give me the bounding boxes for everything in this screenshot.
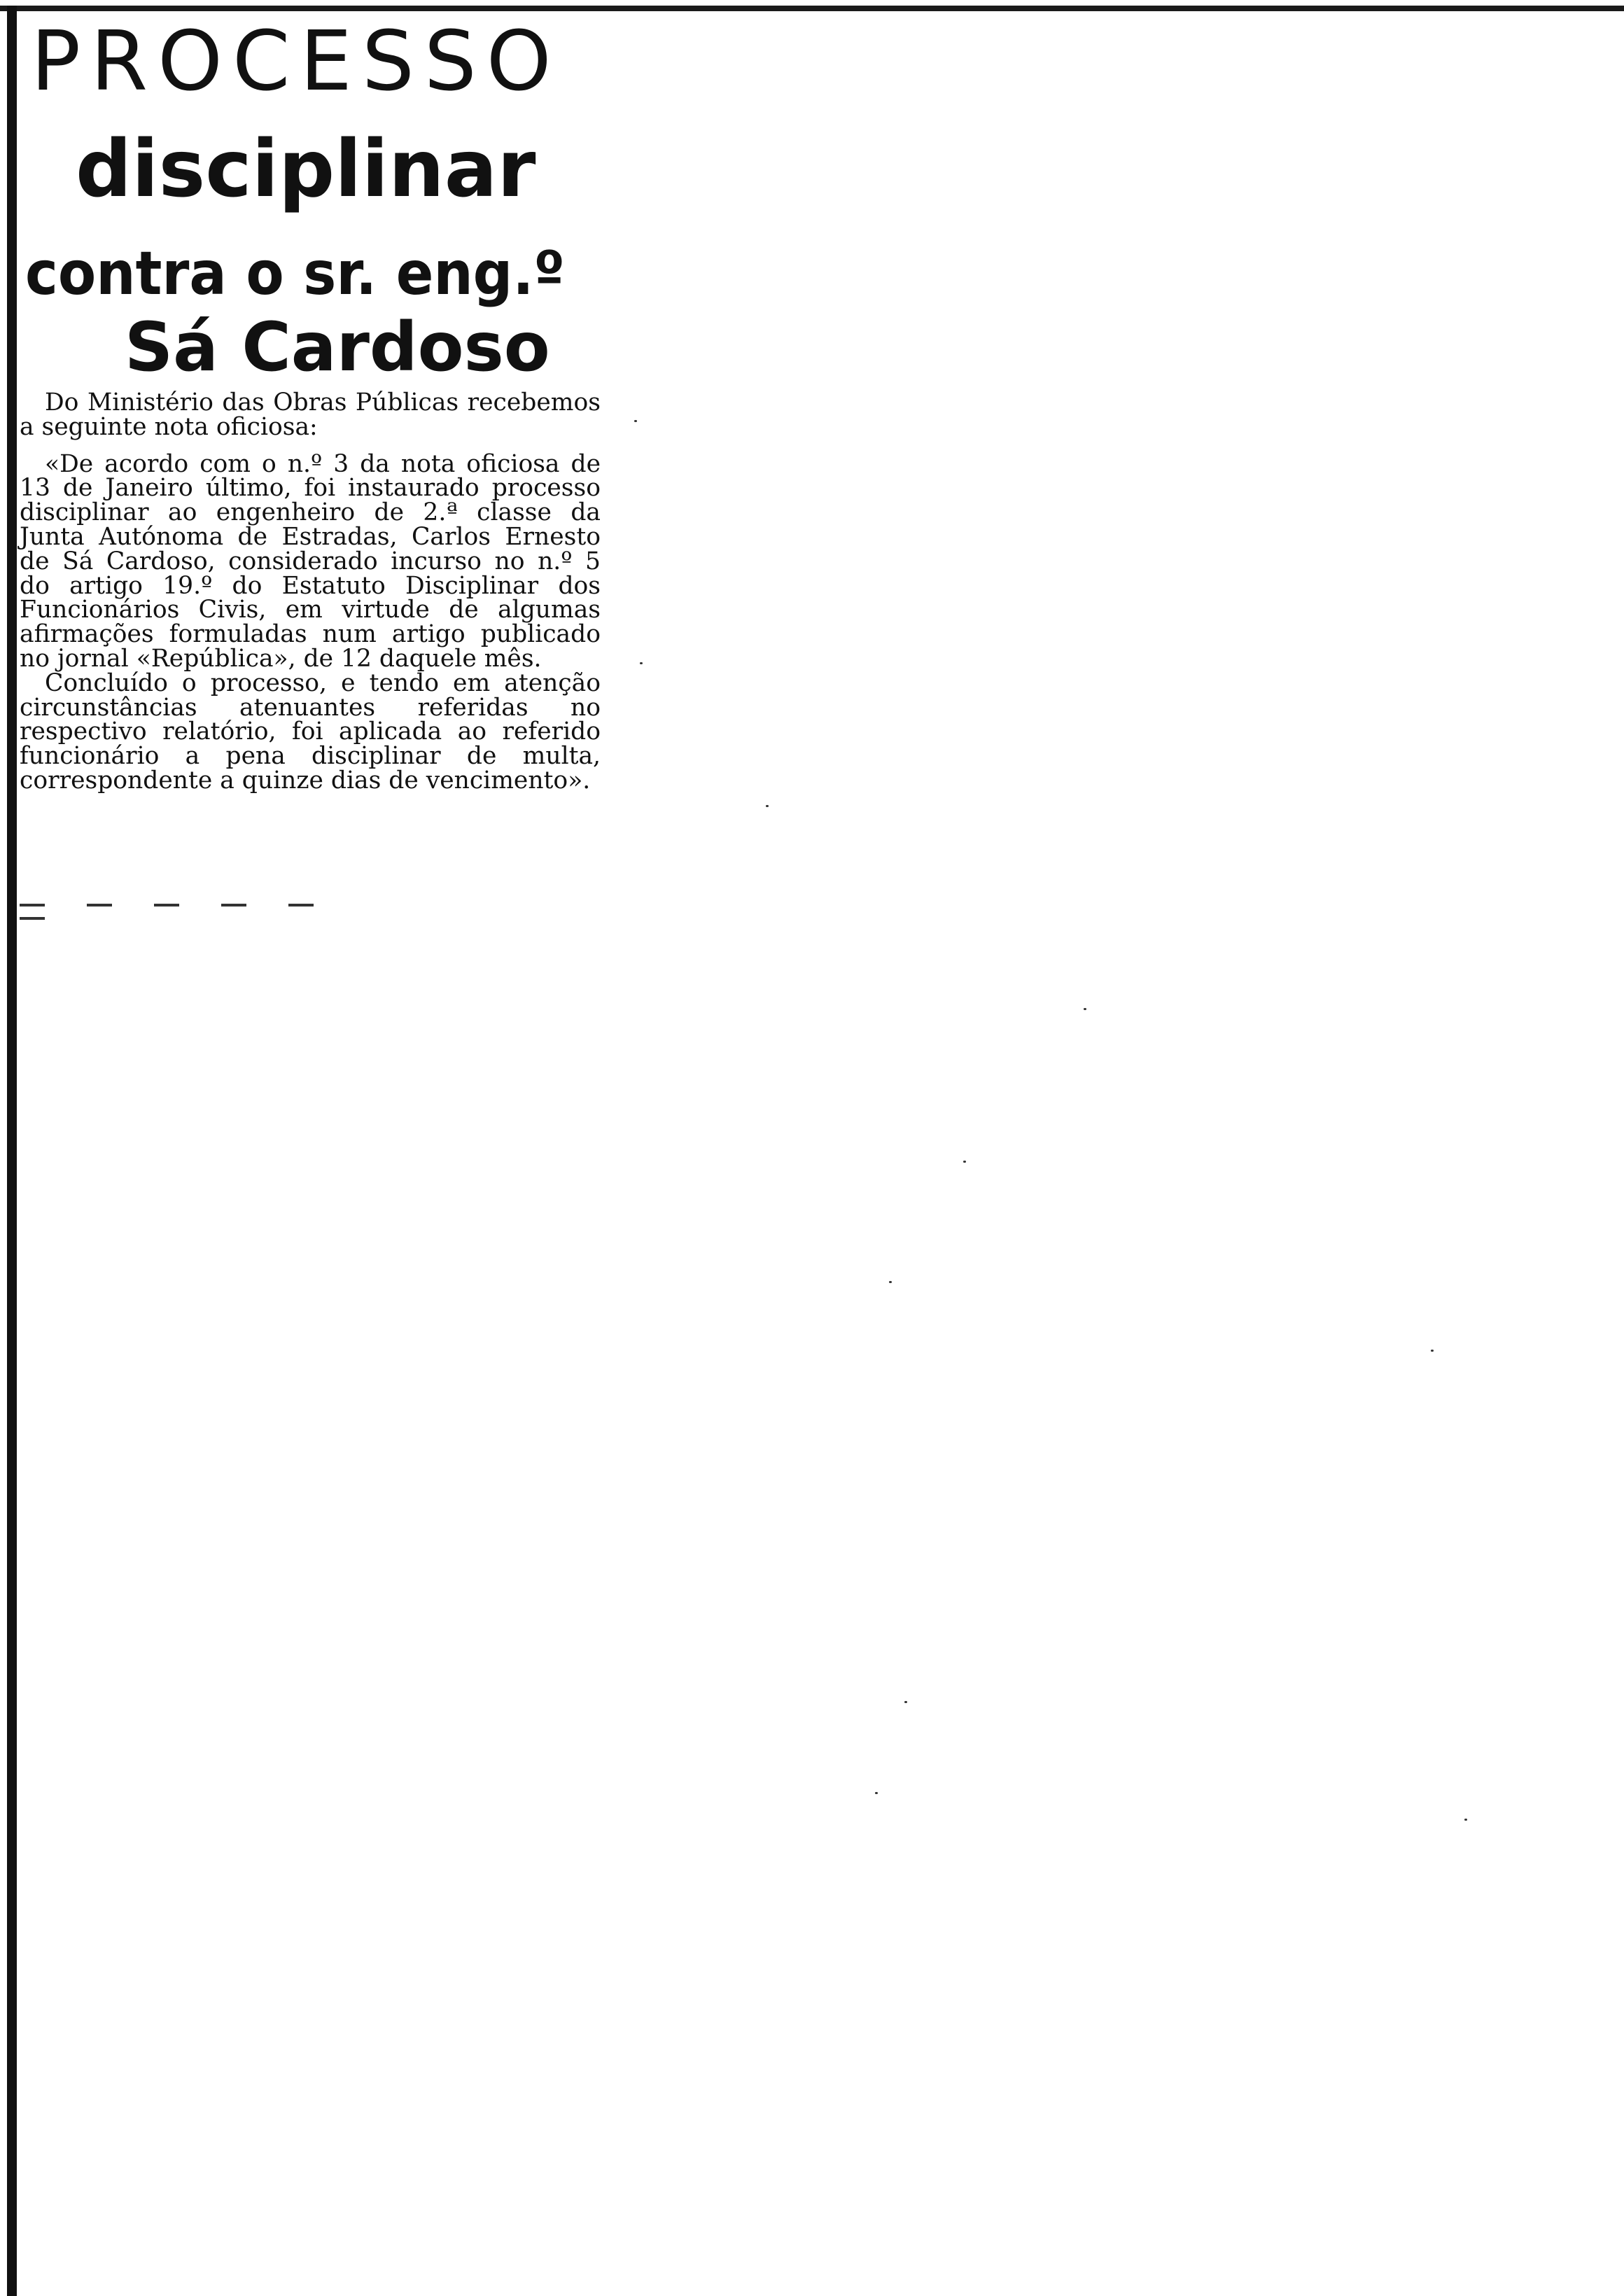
- headline-line-2: disciplinar: [76, 124, 536, 215]
- newspaper-clipping: [20, 13, 601, 909]
- scan-speck: [766, 805, 769, 807]
- left-border-rule: [7, 6, 17, 2296]
- article-body: [20, 388, 601, 794]
- article-paragraph-conclusion: Concluído o processo, e tendo em atenção circunstâncias atenuantes referidas no respectivo relatório, foi aplicada ao referido funcionário a pena disciplinar de multa, correspondente a quinze dias de vencimento».: [20, 668, 601, 794]
- scan-speck: [875, 1792, 878, 1794]
- headline-line-3: contra o sr. eng.º: [25, 239, 566, 309]
- scan-speck: [963, 1161, 966, 1163]
- scan-speck: [1464, 1819, 1467, 1821]
- headline-line-4: Sá Cardoso: [125, 308, 550, 386]
- top-border-rule: [0, 6, 1624, 11]
- scan-speck: [1084, 1008, 1086, 1010]
- scan-speck: [640, 662, 643, 664]
- article-paragraph-quote: «De acordo com o n.º 3 da nota oficiosa de 13 de Janeiro último, foi instaurado processo disciplinar ao engenheiro de 2.ª classe da Junta Autónoma de Estradas, Carlos Ernesto de Sá Cardoso, considerado incurso no n.º 5 do artigo 19.º do Estatuto Disciplinar dos Funcionários Civis, em virtude de algumas afirmações formuladas num artigo publicado no jornal «República», de 12 daquele mês.: [20, 449, 601, 673]
- scan-speck: [889, 1281, 892, 1283]
- dashed-separator: [20, 896, 412, 903]
- scan-speck: [904, 1701, 907, 1703]
- article-paragraph-intro: Do Ministério das Obras Públicas recebemos a seguinte nota oficiosa:: [20, 388, 601, 441]
- scan-speck: [634, 420, 637, 422]
- headline-line-1: PROCESSO: [31, 13, 561, 109]
- scan-speck: [1431, 1350, 1434, 1352]
